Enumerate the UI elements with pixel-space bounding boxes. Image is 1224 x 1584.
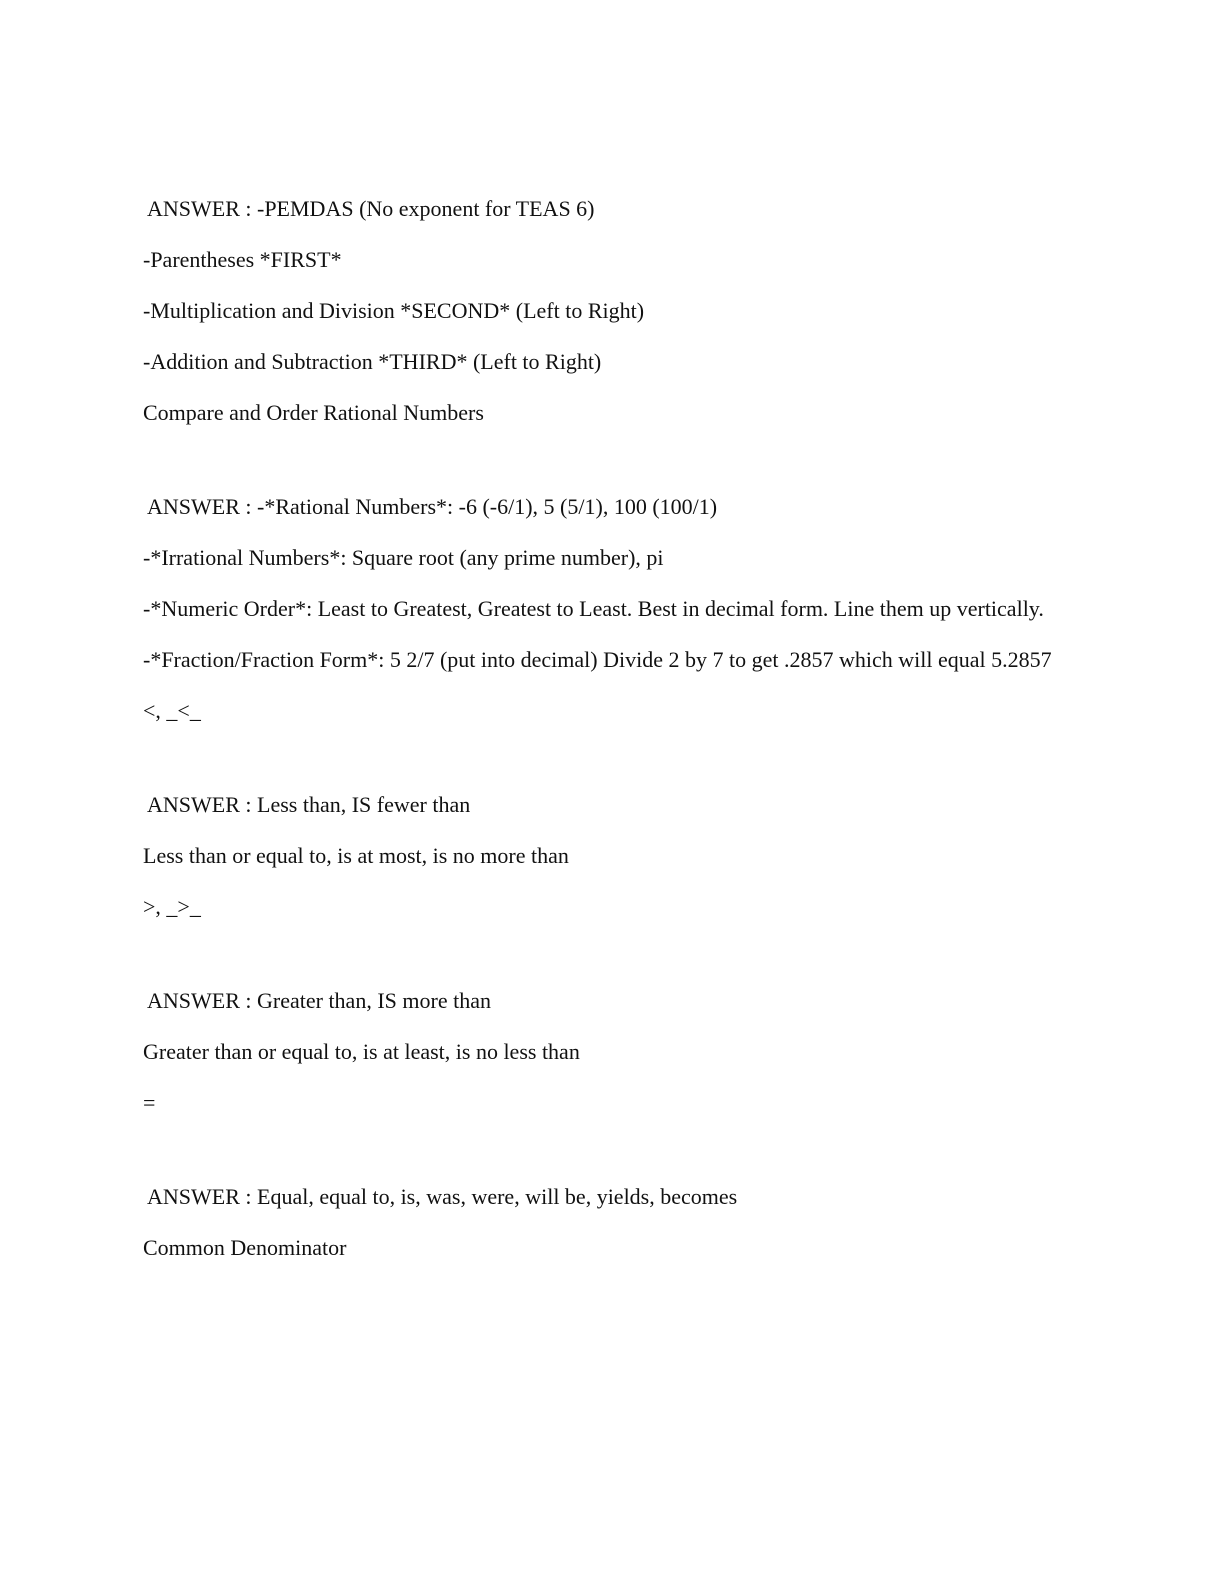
question-line: <, _<_ — [143, 698, 201, 723]
text-line: -*Fraction/Fraction Form*: 5 2/7 (put into decimal) Divide 2 by 7 to get .2857 which will equal 5.2857 — [143, 647, 1052, 672]
answer-line: ANSWER : -*Rational Numbers*: -6 (-6/1), 5 (5/1), 100 (100/1) — [147, 494, 718, 519]
question-line: = — [143, 1090, 156, 1115]
answer-line: ANSWER : Less than, IS fewer than — [147, 792, 471, 817]
answer-line: ANSWER : Equal, equal to, is, was, were, will be, yields, becomes — [147, 1184, 738, 1209]
question-line: Compare and Order Rational Numbers — [143, 400, 484, 425]
text-line: -Multiplication and Division *SECOND* (Left to Right) — [143, 298, 645, 323]
text-line: -*Numeric Order*: Least to Greatest, Greatest to Least. Best in decimal form. Line them up vertically. — [143, 596, 1044, 621]
answer-line: ANSWER : -PEMDAS (No exponent for TEAS 6) — [147, 196, 595, 221]
document-body — [143, 193, 1063, 1283]
question-line: >, _>_ — [143, 894, 201, 919]
question-line: Common Denominator — [143, 1235, 347, 1260]
text-line: -Addition and Subtraction *THIRD* (Left to Right) — [143, 349, 602, 374]
text-line: -*Irrational Numbers*: Square root (any prime number), pi — [143, 545, 664, 570]
text-line: Less than or equal to, is at most, is no more than — [143, 843, 569, 868]
text-line: -Parentheses *FIRST* — [143, 247, 342, 272]
answer-line: ANSWER : Greater than, IS more than — [147, 988, 491, 1013]
text-line: Greater than or equal to, is at least, is no less than — [143, 1039, 580, 1064]
